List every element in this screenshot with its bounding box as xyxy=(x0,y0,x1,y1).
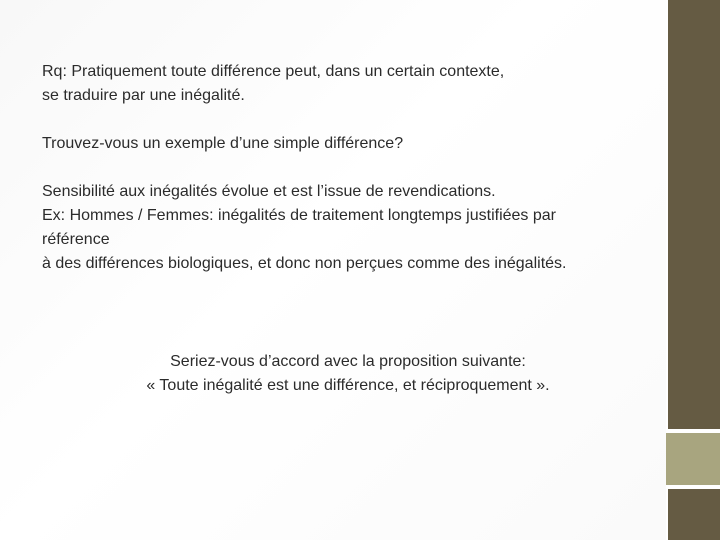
text-line: Trouvez-vous un exemple d’une simple différence? xyxy=(42,135,404,152)
sidebar-divider xyxy=(666,485,720,489)
text-line: « Toute inégalité est une différence, et réciproquement ». xyxy=(146,377,550,394)
text-line: Rq: Pratiquement toute différence peut, dans un certain contexte, xyxy=(42,63,505,80)
sidebar-accent-block xyxy=(666,433,720,485)
text-line: Ex: Hommes / Femmes: inégalités de traitement longtemps justifiées par xyxy=(42,207,556,224)
text-line: Sensibilité aux inégalités évolue et est l’issue de revendications. xyxy=(42,183,496,200)
paragraph-remark xyxy=(42,60,654,108)
paragraph-sensitivity xyxy=(42,180,654,276)
decorative-sidebar xyxy=(666,0,720,540)
text-line: référence xyxy=(42,231,110,248)
text-line: Seriez-vous d’accord avec la proposition suivante: xyxy=(170,353,526,370)
slide-body xyxy=(42,60,654,300)
paragraph-question-example xyxy=(42,132,654,156)
text-line: à des différences biologiques, et donc non perçues comme des inégalités. xyxy=(42,255,567,272)
discussion-question xyxy=(42,350,654,398)
text-line: se traduire par une inégalité. xyxy=(42,87,245,104)
